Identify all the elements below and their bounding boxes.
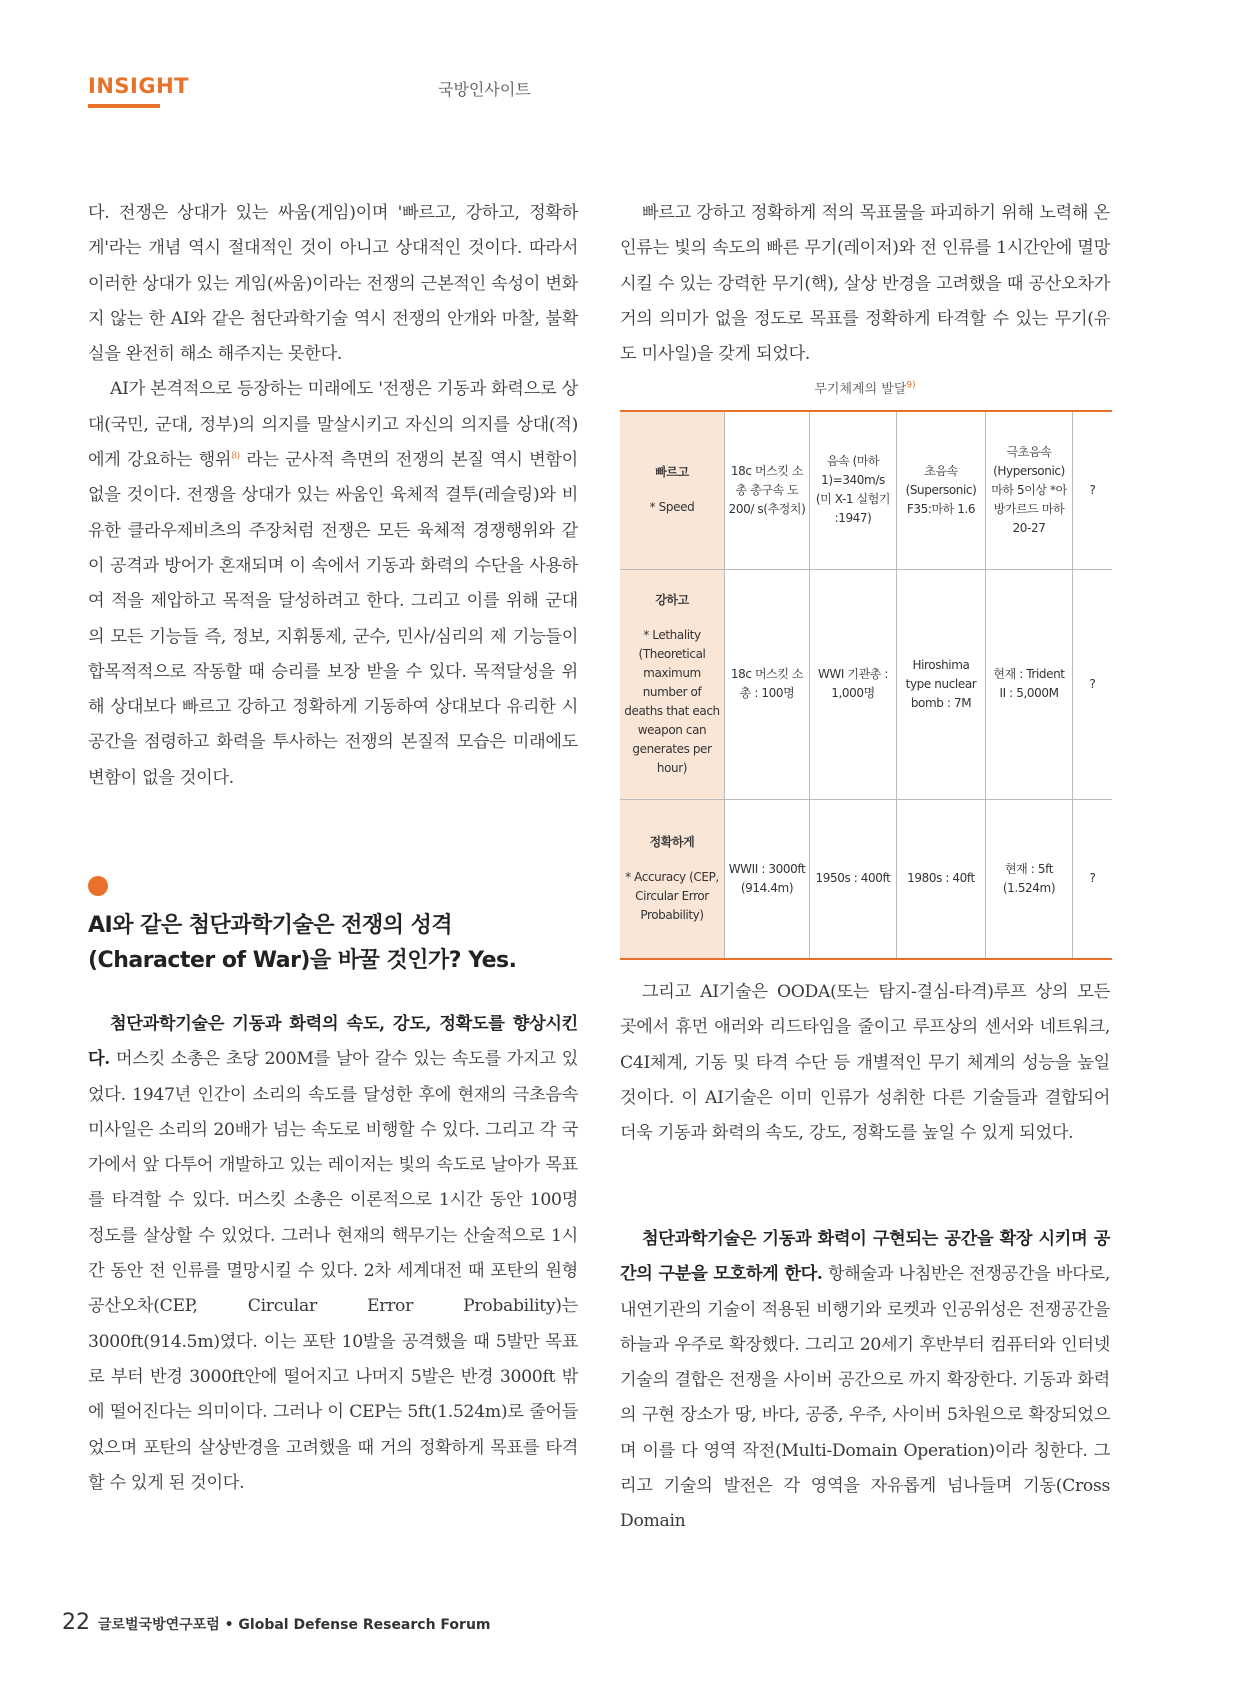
right-column <box>620 196 1110 372</box>
table-caption-text: 무기체계의 발달 <box>814 382 907 397</box>
row-header-lethality <box>620 569 725 799</box>
row-header-title: 강하고 <box>655 592 689 607</box>
row-header-title: 빠르고 <box>655 465 689 480</box>
table-cell: WWI 기관총 : 1,000명 <box>810 569 897 799</box>
table-cell: WWII : 3000ft (914.4m) <box>725 799 810 959</box>
row-header-sub: * Speed <box>649 500 695 515</box>
table-cell: 현재 : Trident II : 5,000M <box>986 569 1073 799</box>
footer-publication: 글로벌국방연구포럼 • Global Defense Research Forum <box>98 1617 491 1633</box>
section-title-line-1: AI와 같은 첨단과학기술은 전쟁의 성격 <box>88 913 453 938</box>
row-header-title: 정확하게 <box>649 834 695 849</box>
left-paragraph-2-text-b: 라는 군사적 측면의 전쟁의 본질 역시 변함이 없을 것이다. 전쟁을 상대가 있는 싸움인 육체적 결투(레슬링)와 비유한 클라우제비츠의 주장처럼 전쟁은 모든 육체적 경쟁행위와 같이 공격과 방어가 혼재되며 이 속에서 기동과 화력의 수단을 사용하여 적을 제압하고 목적을 달성하려고 한다. 그리고 이를 위해 군대의 모든 기능들 즉, 정보, 지휘통제, 군수, 민사/심리의 제 기능들이 합목적적으로 작동할 때 승리를 보장 받을 수 있다. 목적달성을 위해 상대보다 빠르고 강하고 정확하게 기동하여 상대보다 유리한 시공간을 점령하고 화력을 투사하는 전쟁의 본질적 모습은 미래에도 변함이 없을 것이다. <box>88 450 578 788</box>
left-column-lower <box>88 1007 578 1501</box>
page-footer <box>62 1610 491 1635</box>
right-paragraph-1: 빠르고 강하고 정확하게 적의 목표물을 파괴하기 위해 노력해 온 인류는 빛의 속도의 빠른 무기(레이저)와 전 인류를 1시간안에 멸망시킬 수 있는 강력한 무기(핵), 살상 반경을 고려했을 때 공산오차가 거의 의미가 없을 정도로 목표를 정확하게 타격할 수 있는 무기(유도 미사일)을 갖게 되었다. <box>620 203 1110 365</box>
table-row-speed <box>620 411 1112 569</box>
table-cell: 1950s : 400ft <box>810 799 897 959</box>
table-row-accuracy <box>620 799 1112 959</box>
header-brand: INSIGHT <box>88 74 189 98</box>
bullet-dot-icon <box>88 876 108 896</box>
weapon-development-table <box>620 410 1112 960</box>
table-cell: 18c 머스킷 소총 총구속 도 200/ s(추정치) <box>725 411 810 569</box>
page-number: 22 <box>62 1610 90 1635</box>
table-cell: ? <box>1073 411 1113 569</box>
footnote-ref-9[interactable]: 9) <box>906 380 916 391</box>
right-paragraph-3-lead: 첨단과학기술은 기동과 화력이 구현되는 공간을 확장 시키며 공간의 구분을 모호하게 한다. <box>620 1229 1110 1285</box>
table-cell: Hiroshima type nuclear bomb : 7M <box>897 569 986 799</box>
header-underline <box>88 104 160 108</box>
section-title-line-2: (Character of War)을 바꿀 것인가? Yes. <box>88 948 517 973</box>
right-column-middle <box>620 975 1110 1151</box>
table-caption <box>620 378 1110 397</box>
row-header-sub: * Lethality (Theoretical maximum number of deaths that each weapon can generates per hour) <box>624 627 720 775</box>
row-header-sub: * Accuracy (CEP, Circular Error Probability) <box>625 869 719 922</box>
right-column-lower <box>620 1222 1110 1540</box>
right-paragraph-2: 그리고 AI기술은 OODA(또는 탐지-결심-타격)루프 상의 모든 곳에서 휴먼 애러와 리드타임을 줄이고 루프상의 센서와 네트워크, C4I체계, 기동 및 타격 수단 등 개별적인 무기 체계의 성능을 높일 것이다. 이 AI기술은 이미 인류가 성취한 다른 기술들과 결합되어 더욱 기동과 화력의 속도, 강도, 정확도를 높일 수 있게 되었다. <box>620 982 1110 1144</box>
row-header-accuracy <box>620 799 725 959</box>
table-cell: 1980s : 40ft <box>897 799 986 959</box>
left-paragraph-2 <box>88 372 578 796</box>
left-paragraph-3-text: 머스킷 소총은 초당 200M를 날아 갈수 있는 속도를 가지고 있었다. 1947년 인간이 소리의 속도를 달성한 후에 현재의 극초음속 미사일은 소리의 20배가 넘는 속도로 비행할 수 있다. 그리고 각 국가에서 앞 다투어 개발하고 있는 레이저는 빛의 속도로 날아가 목표를 타격할 수 있다. 머스킷 소총은 이론적으로 1시간 동안 100명 정도를 살상할 수 있었다. 그러나 현재의 핵무기는 산술적으로 1시간 동안 전 인류를 멸망시킬 수 있다. 2차 세계대전 때 포탄의 원형공산오차(CEP, Circular Error Probability)는 3000ft(914.5m)였다. 이는 포탄 10발을 공격했을 때 5발만 목표로 부터 반경 3000ft안에 떨어지고 나머지 5발은 반경 3000ft 밖에 떨어진다는 의미이다. 그러나 이 CEP는 5ft(1.524m)로 줄어들었으며 포탄의 살상반경을 고려했을 때 거의 정확하게 목표를 타격할 수 있게 된 것이다. <box>88 1049 578 1493</box>
table-cell: ? <box>1073 569 1113 799</box>
table-row-lethality <box>620 569 1112 799</box>
footnote-ref-8[interactable]: 8) <box>231 451 240 462</box>
table-cell: ? <box>1073 799 1113 959</box>
table-cell: 현재 : 5ft (1.524m) <box>986 799 1073 959</box>
left-column <box>88 196 578 796</box>
left-paragraph-3 <box>88 1007 578 1501</box>
section-heading <box>88 876 588 978</box>
table-cell: 초음속 (Supersonic) F35:마하 1.6 <box>897 411 986 569</box>
table-cell: 극초음속 (Hypersonic) 마하 5이상 *아방가르드 마하 20-27 <box>986 411 1073 569</box>
right-paragraph-3-text: 항해술과 나침반은 전쟁공간을 바다로, 내연기관의 기술이 적용된 비행기와 로켓과 인공위성은 전쟁공간을 하늘과 우주로 확장했다. 그리고 20세기 후반부터 컴퓨터와 인터넷기술의 결합은 전쟁을 사이버 공간으로 까지 확장한다. 기동과 화력의 구현 장소가 땅, 바다, 공중, 우주, 사이버 5차원으로 확장되었으며 이를 다 영역 작전(Multi-Domain Operation)이라 칭한다. 그리고 기술의 발전은 각 영역을 자유롭게 넘나들며 기동(Cross Domain <box>620 1264 1110 1532</box>
left-paragraph-2-text-a: AI가 본격적으로 등장하는 미래에도 '전쟁은 기동과 화력으로 상대(국민, 군대, 정부)의 의지를 말살시키고 자신의 의지를 상대(적)에게 강요하는 행위 <box>88 379 578 471</box>
left-paragraph-3-lead: 첨단과학기술은 기동과 화력의 속도, 강도, 정확도를 향상시킨다. <box>88 1014 578 1070</box>
header-section-title: 국방인사이트 <box>438 80 531 99</box>
table-cell: 18c 머스킷 소총 : 100명 <box>725 569 810 799</box>
left-paragraph-1: 다. 전쟁은 상대가 있는 싸움(게임)이며 '빠르고, 강하고, 정확하게'라는 개념 역시 절대적인 것이 아니고 상대적인 것이다. 따라서 이러한 상대가 있는 게임(싸움)이라는 전쟁의 근본적인 속성이 변화지 않는 한 AI와 같은 첨단과학기술 역시 전쟁의 안개와 마찰, 불확실을 완전히 해소 해주지는 못한다. <box>88 203 578 365</box>
right-paragraph-3 <box>620 1222 1110 1540</box>
row-header-speed <box>620 411 725 569</box>
table-cell: 음속 (마하 1)=340m/s (미 X-1 실험기 :1947) <box>810 411 897 569</box>
